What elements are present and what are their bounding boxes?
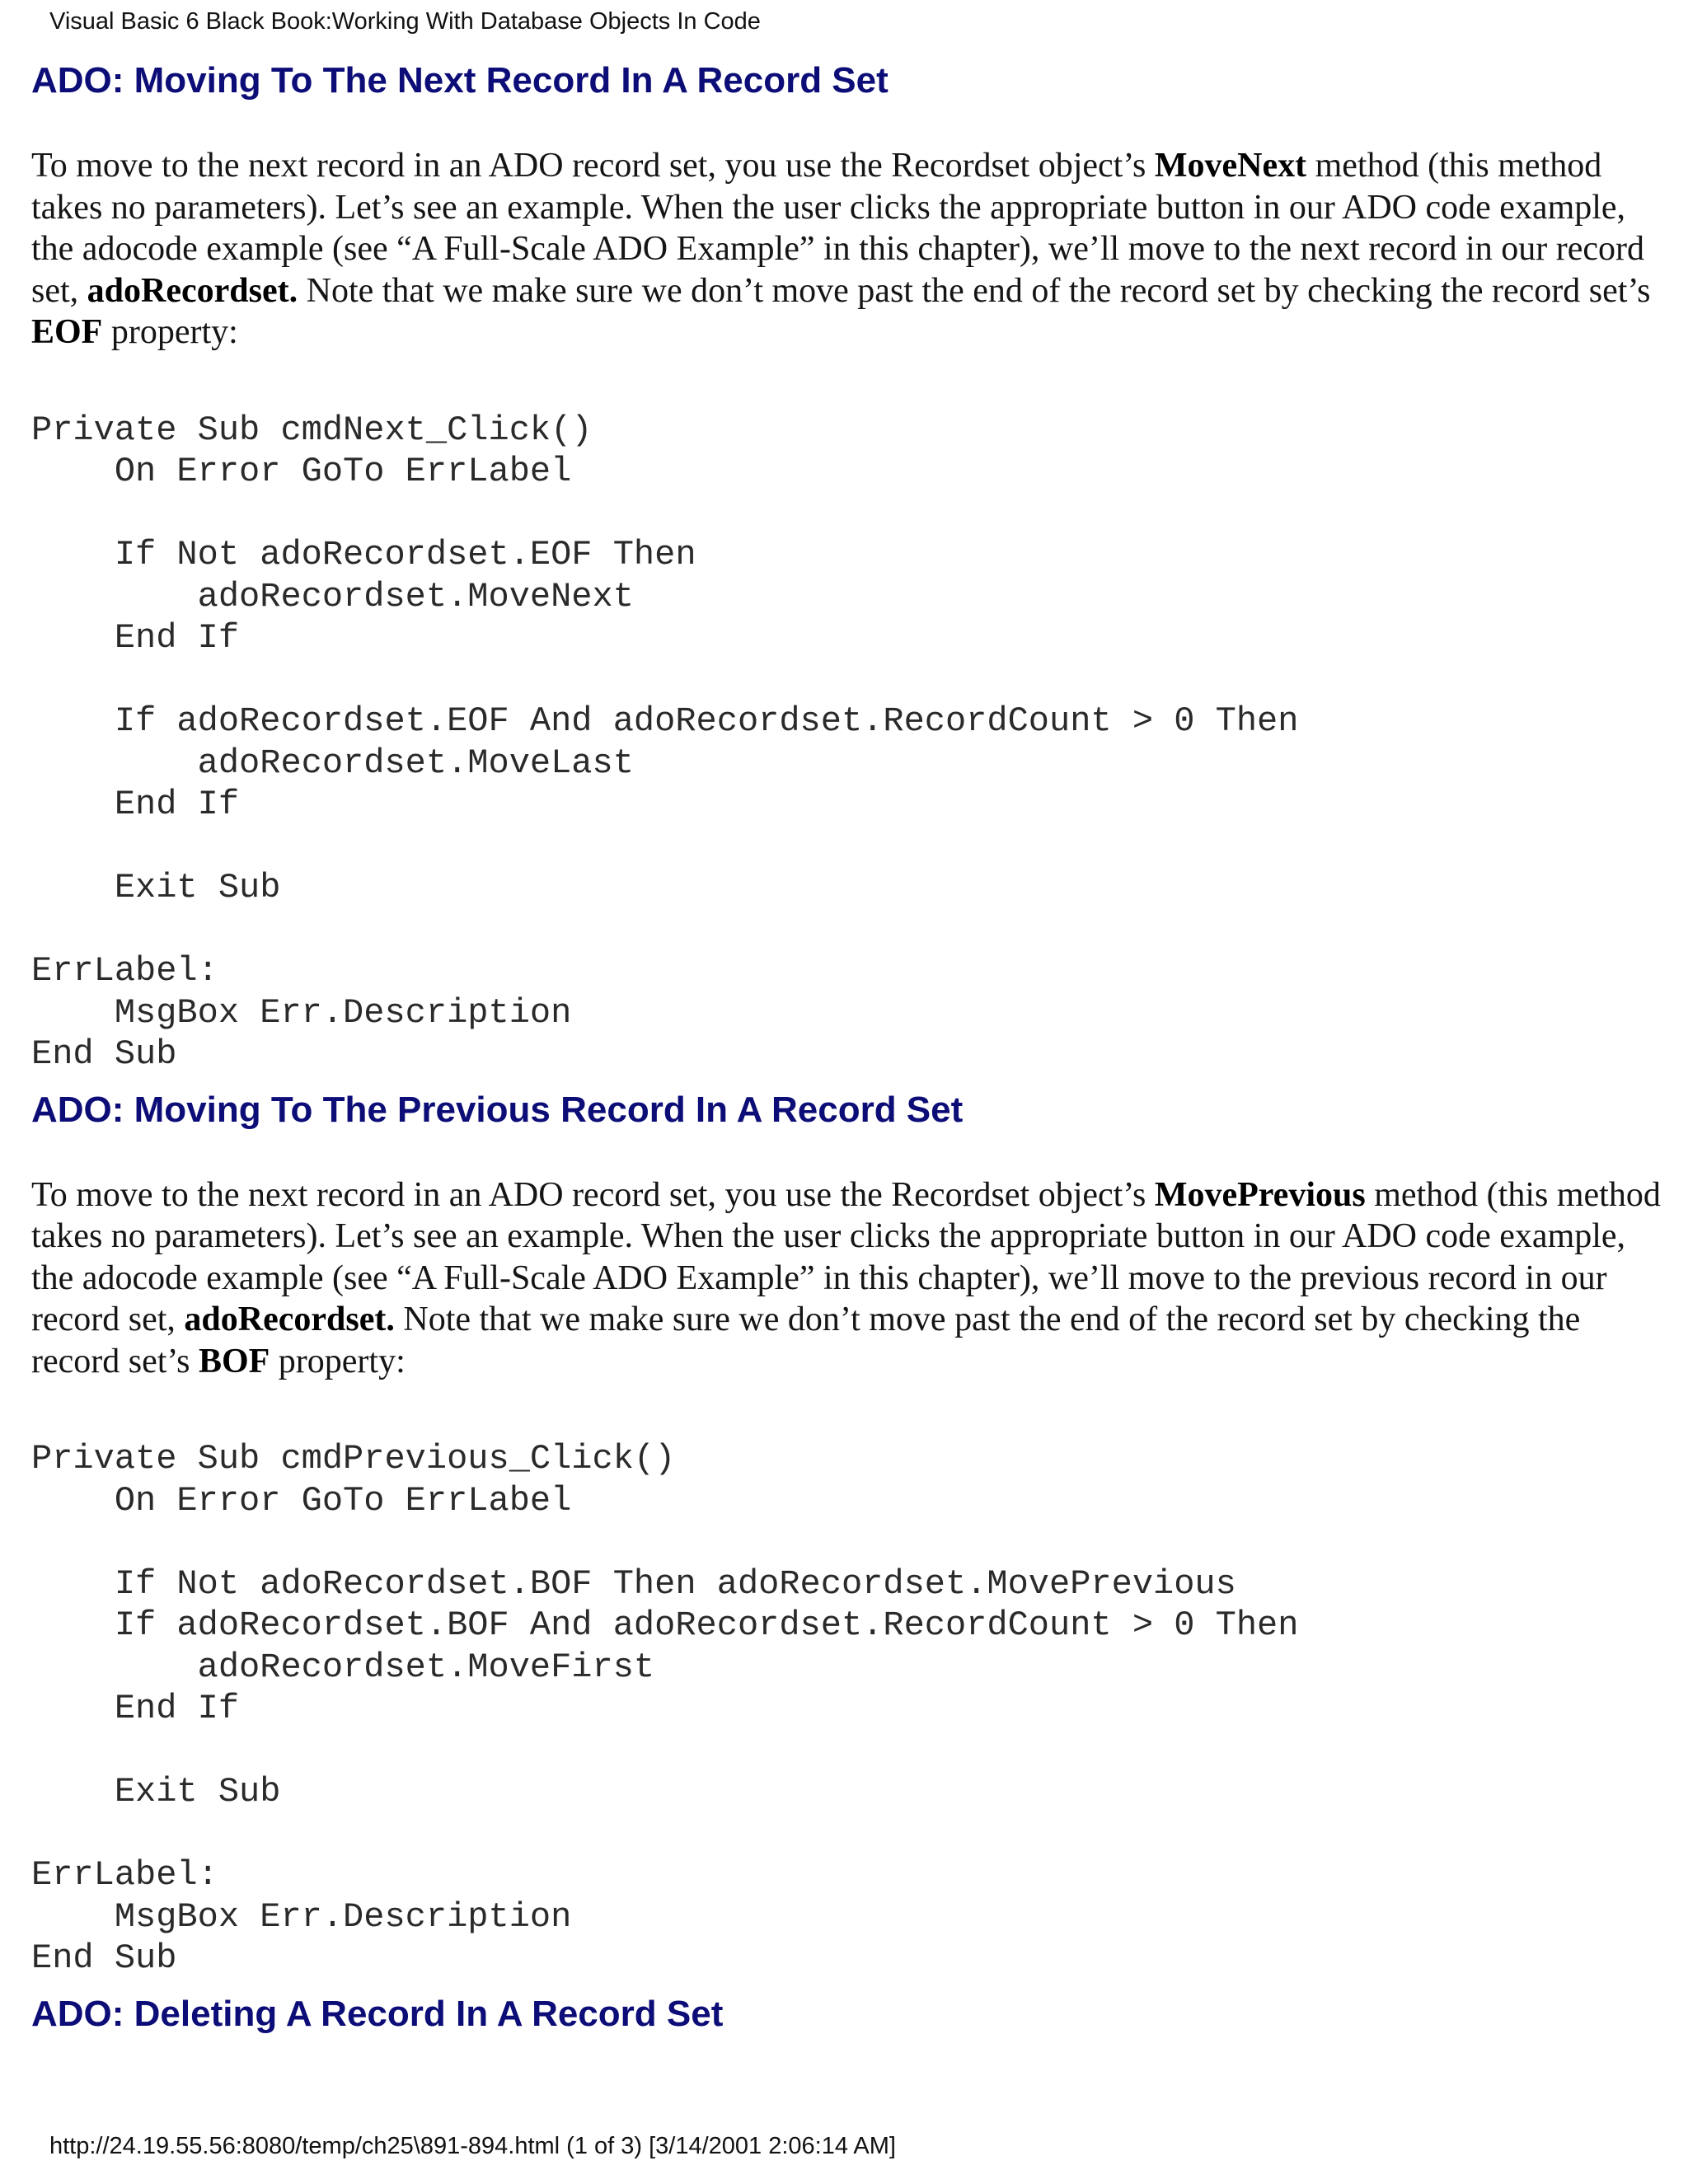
page-header: Visual Basic 6 Black Book:Working With Database Objects In Code (49, 8, 761, 35)
text-run: method (this method takes no parameters). Let’s see an example. When the user clicks the appropriate button in our ADO code example, the adocode example (see “A Full-Scale ADO Example” in this chapter), we’ll move to the next record in our record set, (31, 147, 1644, 310)
code-block-cmdnext-click: Private Sub cmdNext_Click() On Error GoTo ErrLabel If Not adoRecordset.EOF Then adoRecordset.MoveNext End If If adoRecordset.EOF And adoRecordset.RecordCount > 0 Then adoRecordset.MoveLast End If Exit Sub ErrLabel: MsgBox Err.Description End Sub (31, 410, 1299, 1074)
text-run: To move to the next record in an ADO record set, you use the Recordset object’s (31, 1175, 1155, 1214)
code-block-cmdprevious-click: Private Sub cmdPrevious_Click() On Error GoTo ErrLabel If Not adoRecordset.BOF Then adoRecordset.MovePrevious If adoRecordset.BOF And adoRecordset.RecordCount > 0 Then adoRecordset.MoveFirst End If Exit Sub ErrLabel: MsgBox Err.Description End Sub (31, 1439, 1299, 1978)
bold-term-bof: BOF (198, 1342, 270, 1380)
bold-term-adorecordset: adoRecordset. (184, 1301, 395, 1338)
bold-term-moveprevious: MovePrevious (1154, 1175, 1366, 1214)
section-title-moving-next: ADO: Moving To The Next Record In A Record Set (31, 60, 889, 101)
section-title-deleting-record: ADO: Deleting A Record In A Record Set (31, 1993, 724, 2034)
page-footer-url: http://24.19.55.56:8080/temp/ch25\891-894.html (1 of 3) [3/14/2001 2:06:14 AM] (49, 2133, 896, 2159)
text-run: To move to the next record in an ADO record set, you use the Recordset object’s (31, 147, 1155, 185)
section-paragraph-moving-next (31, 145, 1663, 354)
bold-term-adorecordset: adoRecordset. (87, 271, 298, 310)
bold-term-movenext: MoveNext (1154, 147, 1307, 185)
text-run: Note that we make sure we don’t move past the end of the record set by checking the record set’s (31, 1301, 1581, 1380)
text-run: Note that we make sure we don’t move past the end of the record set by checking the record set’s (298, 271, 1651, 310)
bold-term-eof: EOF (31, 313, 103, 351)
section-title-moving-previous: ADO: Moving To The Previous Record In A Record Set (31, 1089, 964, 1130)
page-content (31, 56, 1663, 2039)
text-run: method (this method takes no parameters). Let’s see an example. When the user clicks the appropriate button in our ADO code example, the adocode example (see “A Full-Scale ADO Example” in this chapter), we’ll move to the previous record in our record set, (31, 1175, 1661, 1338)
text-run: property: (270, 1342, 406, 1380)
text-run: property: (102, 313, 238, 351)
section-paragraph-moving-previous (31, 1174, 1663, 1383)
